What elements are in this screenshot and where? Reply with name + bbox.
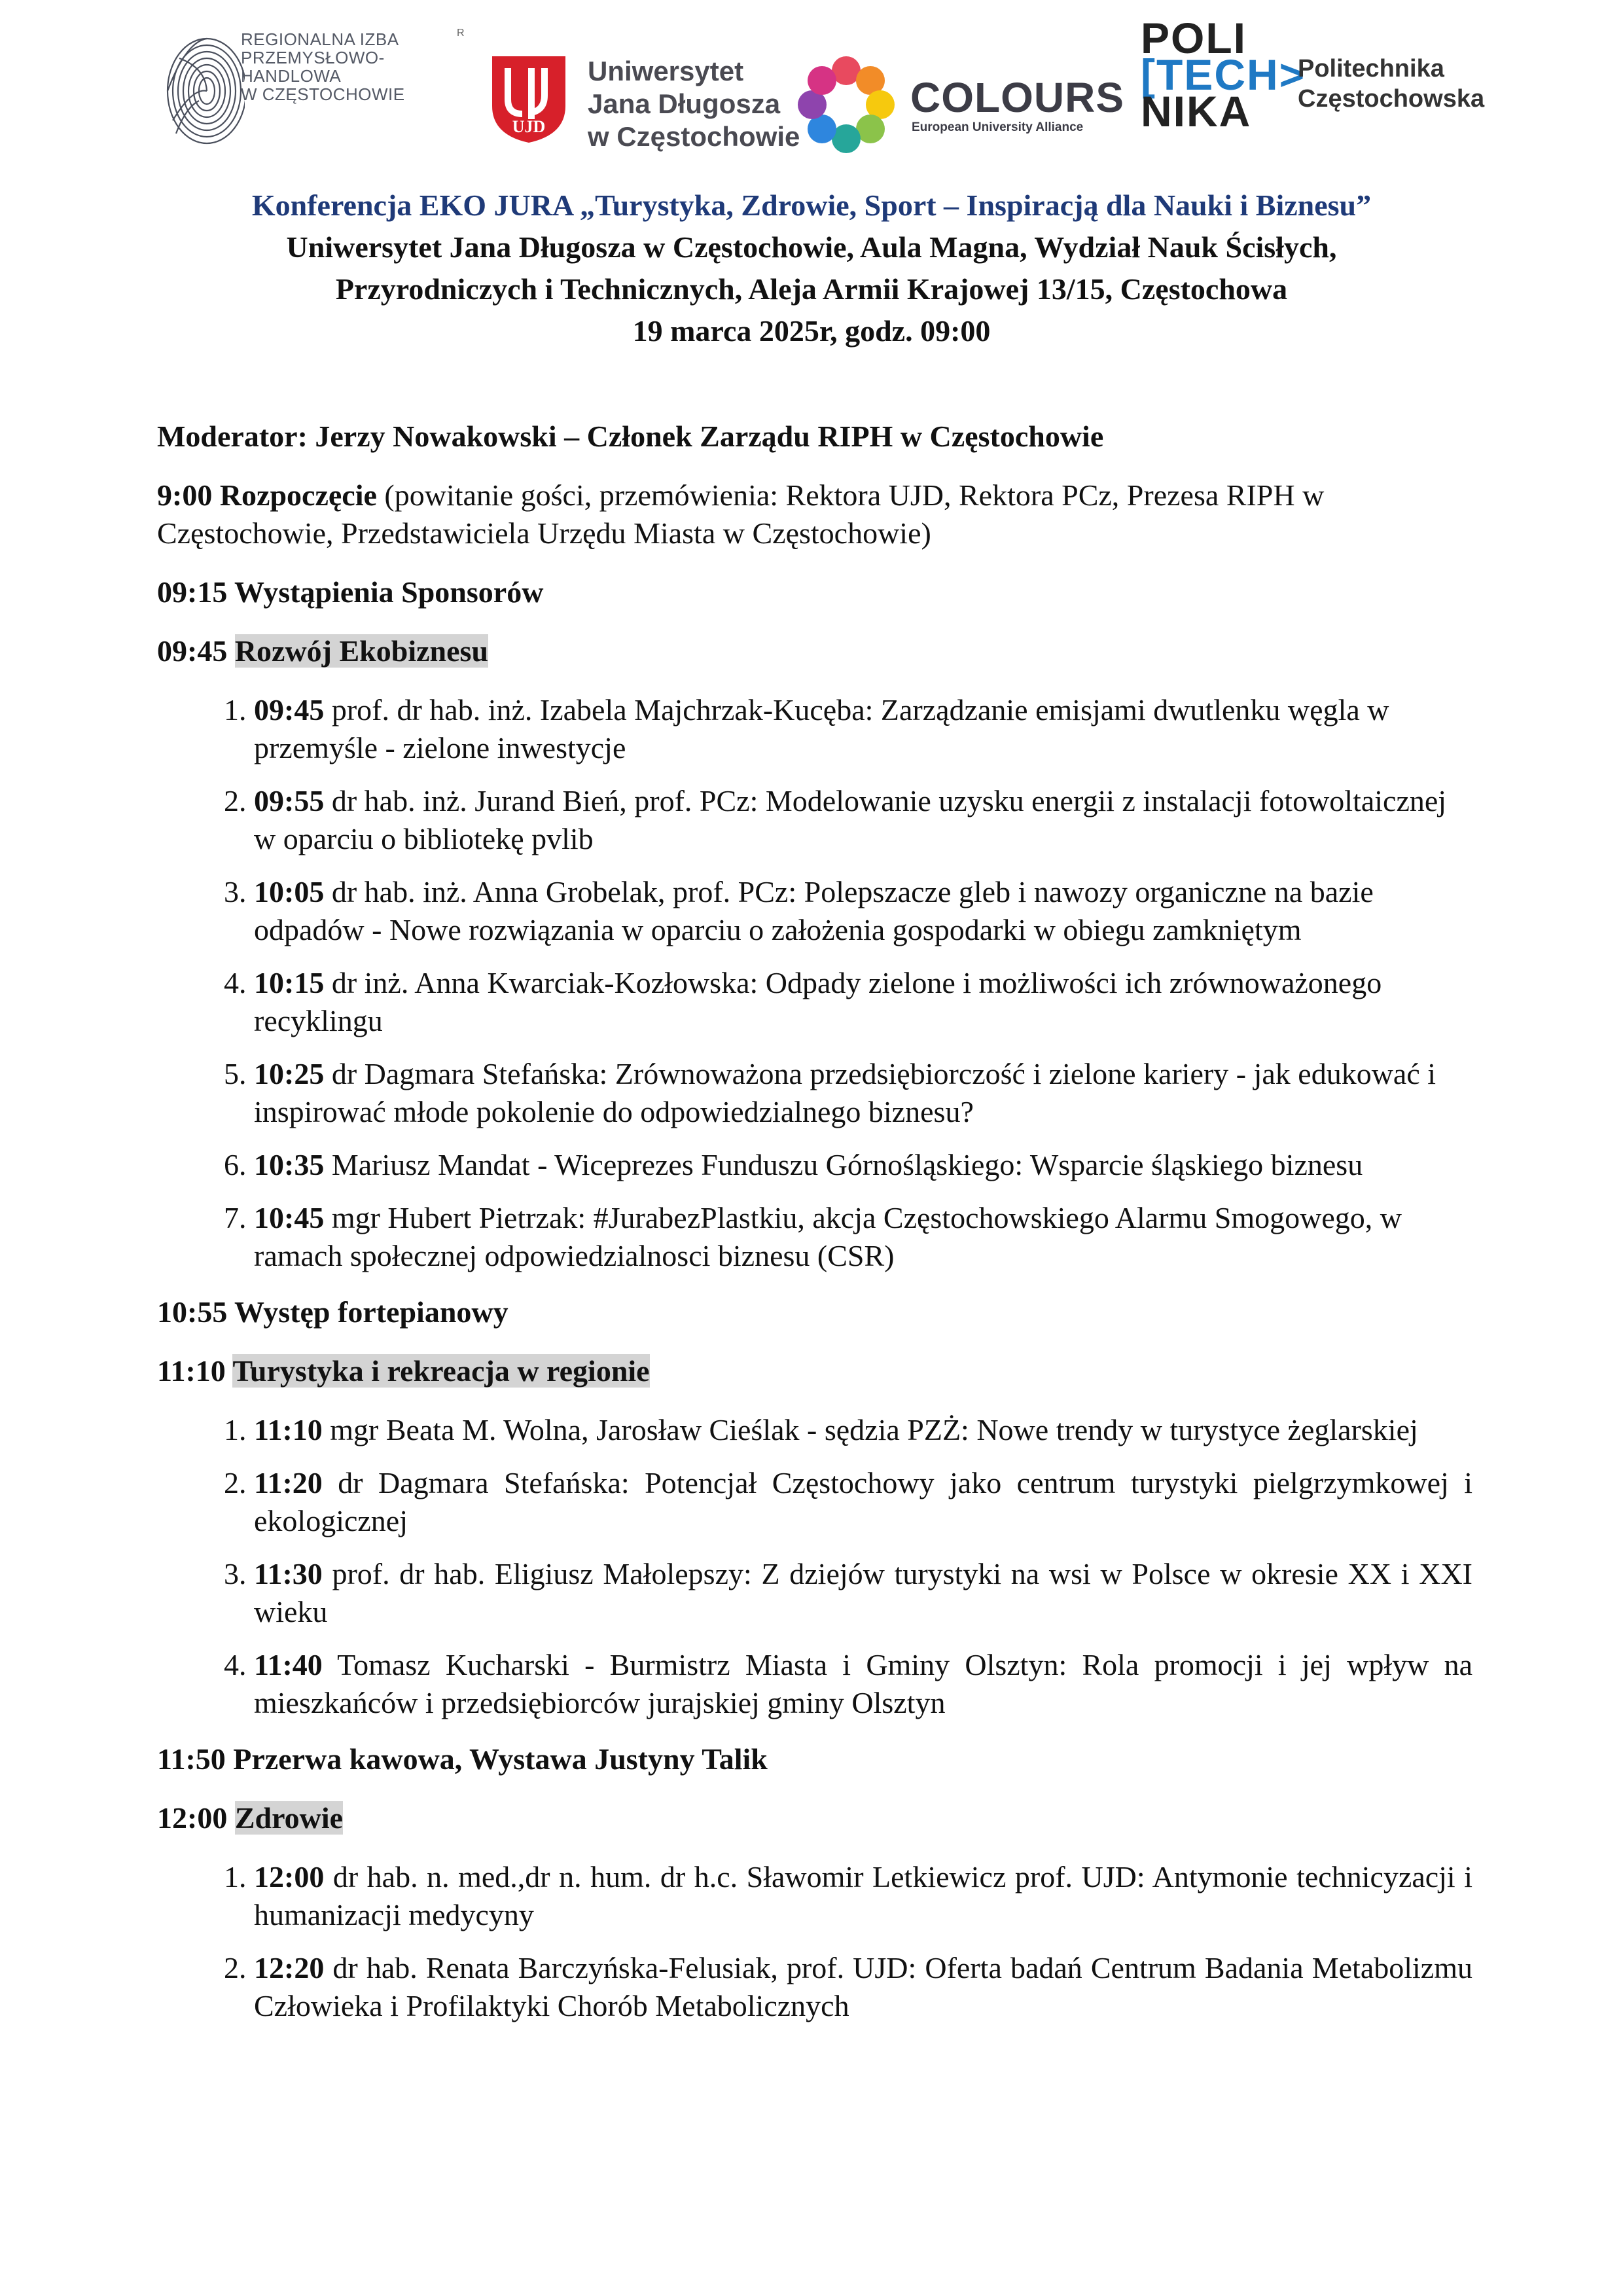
pcz-name-line: Częstochowska bbox=[1298, 85, 1485, 113]
talk-time: 10:35 bbox=[254, 1148, 325, 1181]
session-heading bbox=[157, 632, 1472, 670]
venue-line: Uniwersytet Jana Długosza w Częstochowie, Aula Magna, Wydział Nauk Ścisłych, bbox=[286, 230, 1337, 264]
opening-desc: (powitanie gości, przemówienia: Rektora UJD, Rektora PCz, Prezesa RIPH w Częstochowie, Przedstawiciela Urzędu Miasta w Częstochowie) bbox=[157, 478, 1325, 550]
talk-item bbox=[254, 1858, 1472, 1934]
talk-list bbox=[157, 1858, 1472, 2025]
ujd-mark-text: UJD bbox=[512, 117, 546, 136]
conference-date: 19 marca 2025r, godz. 09:00 bbox=[632, 314, 991, 348]
talk-text: mgr Hubert Pietrzak: #JurabezPlastkiu, akcja Częstochowskiego Alarmu Smogowego, w ramach społecznej odpowiedzialnosci biznesu (CSR) bbox=[254, 1201, 1402, 1272]
logo-strip bbox=[156, 14, 1491, 170]
moderator-line: Moderator: Jerzy Nowakowski – Członek Zarządu RIPH w Częstochowie bbox=[157, 420, 1104, 453]
talk-text: dr hab. inż. Anna Grobelak, prof. PCz: Polepszacze gleb i nawozy organiczne na bazie odpadów - Nowe rozwiązania w oparciu o założenia gospodarki w obiegu zamkniętym bbox=[254, 875, 1374, 946]
talk-time: 11:40 bbox=[254, 1648, 323, 1681]
talk-item bbox=[254, 1464, 1472, 1540]
talk-text: dr inż. Anna Kwarciak-Kozłowska: Odpady zielone i możliwości ich zrównoważonego recyklingu bbox=[254, 966, 1382, 1037]
talk-time: 10:45 bbox=[254, 1201, 325, 1234]
session-time: 12:00 bbox=[157, 1801, 228, 1835]
talk-time: 12:20 bbox=[254, 1951, 325, 1984]
session-time: 11:10 bbox=[157, 1354, 226, 1388]
colours-logo bbox=[794, 34, 1124, 165]
talk-text: mgr Beata M. Wolna, Jarosław Cieślak - sędzia PZŻ: Nowe trendy w turystyce żeglarskiej bbox=[322, 1413, 1418, 1446]
talk-item bbox=[254, 1411, 1472, 1449]
talk-item bbox=[254, 964, 1472, 1040]
program-body bbox=[157, 418, 1472, 2043]
riph-spiral-icon bbox=[160, 29, 245, 153]
talk-time: 11:20 bbox=[254, 1466, 323, 1499]
opening-title: 9:00 Rozpoczęcie bbox=[157, 478, 377, 512]
pcz-logo bbox=[1141, 14, 1494, 157]
opening-item bbox=[157, 476, 1472, 552]
session-time: 09:45 bbox=[157, 634, 228, 668]
talk-text: Mariusz Mandat - Wiceprezes Funduszu Górnośląskiego: Wsparcie śląskiego biznesu bbox=[324, 1148, 1363, 1181]
talk-text: dr hab. Renata Barczyńska-Felusiak, prof. UJD: Oferta badań Centrum Badania Metabolizmu Człowieka i Profilaktyki Chorób Metabolicznych bbox=[254, 1951, 1472, 2022]
talk-time: 10:25 bbox=[254, 1057, 325, 1090]
talk-time: 09:55 bbox=[254, 784, 325, 817]
talk-item bbox=[254, 1199, 1472, 1275]
colours-word: COLOURS bbox=[910, 74, 1124, 121]
ujd-name-line: Jana Długosza bbox=[588, 88, 781, 119]
ujd-shield-icon bbox=[490, 54, 568, 145]
piano-item: 10:55 Występ fortepianowy bbox=[157, 1295, 508, 1329]
talk-time: 10:15 bbox=[254, 966, 325, 999]
colours-tagline: European University Alliance bbox=[912, 120, 1084, 134]
talk-item bbox=[254, 1146, 1472, 1184]
talk-text: dr Dagmara Stefańska: Potencjał Częstochowy jako centrum turystyki pielgrzymkowej i ekologicznej bbox=[254, 1466, 1472, 1537]
talk-time: 11:10 bbox=[254, 1413, 323, 1446]
talk-time: 09:45 bbox=[254, 693, 325, 726]
sponsors-item: 09:15 Wystąpienia Sponsorów bbox=[157, 575, 544, 609]
talk-item bbox=[254, 1949, 1472, 2025]
talk-text: dr Dagmara Stefańska: Zrównoważona przedsiębiorczość i zielone kariery - jak edukować i inspirować młode pokolenie do odpowiedzialnego biznesu? bbox=[254, 1057, 1436, 1128]
ujd-name-line: Uniwersytet bbox=[588, 56, 744, 86]
talk-time: 10:05 bbox=[254, 875, 325, 908]
ujd-name bbox=[588, 55, 800, 153]
talk-time: 12:00 bbox=[254, 1860, 325, 1893]
pcz-wordmark-line: NIKA bbox=[1141, 87, 1252, 135]
pcz-name-line: Politechnika bbox=[1298, 55, 1444, 82]
venue-line: Przyrodniczych i Technicznych, Aleja Armii Krajowej 13/15, Częstochowa bbox=[335, 272, 1288, 306]
session-title: Turystyka i rekreacja w regionie bbox=[232, 1354, 650, 1388]
talk-text: dr hab. inż. Jurand Bień, prof. PCz: Modelowanie uzysku energii z instalacji fotowoltaicznej w oparciu o bibliotekę pvlib bbox=[254, 784, 1447, 855]
coffee-break-item: 11:50 Przerwa kawowa, Wystawa Justyny Talik bbox=[157, 1742, 768, 1776]
riph-name bbox=[241, 30, 467, 103]
talk-list bbox=[157, 1411, 1472, 1722]
riph-name-line: W CZĘSTOCHOWIE bbox=[241, 84, 405, 104]
talk-item bbox=[254, 782, 1472, 858]
talk-item bbox=[254, 873, 1472, 949]
talk-text: dr hab. n. med.,dr n. hum. dr h.c. Sławomir Letkiewicz prof. UJD: Antymonie technicyzacji i humanizacji medycyny bbox=[254, 1860, 1472, 1931]
pcz-wordmark bbox=[1141, 14, 1306, 135]
talk-list bbox=[157, 691, 1472, 1275]
riph-logo bbox=[156, 20, 467, 160]
talk-text: Tomasz Kucharski - Burmistrz Miasta i Gminy Olsztyn: Rola promocji i jej wpływ na mieszkańców i przedsiębiorców jurajskiej gminy Olsztyn bbox=[254, 1648, 1472, 1719]
riph-name-line: PRZEMYSŁOWO-HANDLOWA bbox=[241, 48, 385, 86]
talk-item bbox=[254, 1646, 1472, 1722]
session-title: Zdrowie bbox=[234, 1801, 344, 1835]
ujd-name-line: w Częstochowie bbox=[588, 121, 800, 152]
session-heading bbox=[157, 1799, 1472, 1837]
talk-text: prof. dr hab. Eligiusz Małolepszy: Z dziejów turystyki na wsi w Polsce w okresie XX i XXI wieku bbox=[254, 1557, 1472, 1628]
talk-text: prof. dr hab. inż. Izabela Majchrzak-Kucęba: Zarządzanie emisjami dwutlenku węgla w przemyśle - zielone inwestycje bbox=[254, 693, 1389, 764]
talk-item bbox=[254, 1055, 1472, 1131]
pcz-name bbox=[1298, 54, 1484, 114]
talk-time: 11:30 bbox=[254, 1557, 323, 1590]
document-header bbox=[196, 185, 1427, 352]
riph-name-line: REGIONALNA IZBA bbox=[241, 29, 399, 49]
colours-flower-icon bbox=[794, 52, 899, 157]
pcz-wordmark-line: [TECH> bbox=[1141, 50, 1306, 99]
registered-mark: R bbox=[457, 27, 465, 39]
session-heading bbox=[157, 1352, 1472, 1390]
conference-title: Konferencja EKO JURA „Turystyka, Zdrowie, Sport – Inspiracją dla Nauki i Biznesu” bbox=[251, 188, 1372, 222]
session-title: Rozwój Ekobiznesu bbox=[234, 634, 489, 668]
talk-item bbox=[254, 1555, 1472, 1631]
talk-item bbox=[254, 691, 1472, 767]
pcz-wordmark-line: POLI bbox=[1141, 14, 1247, 62]
